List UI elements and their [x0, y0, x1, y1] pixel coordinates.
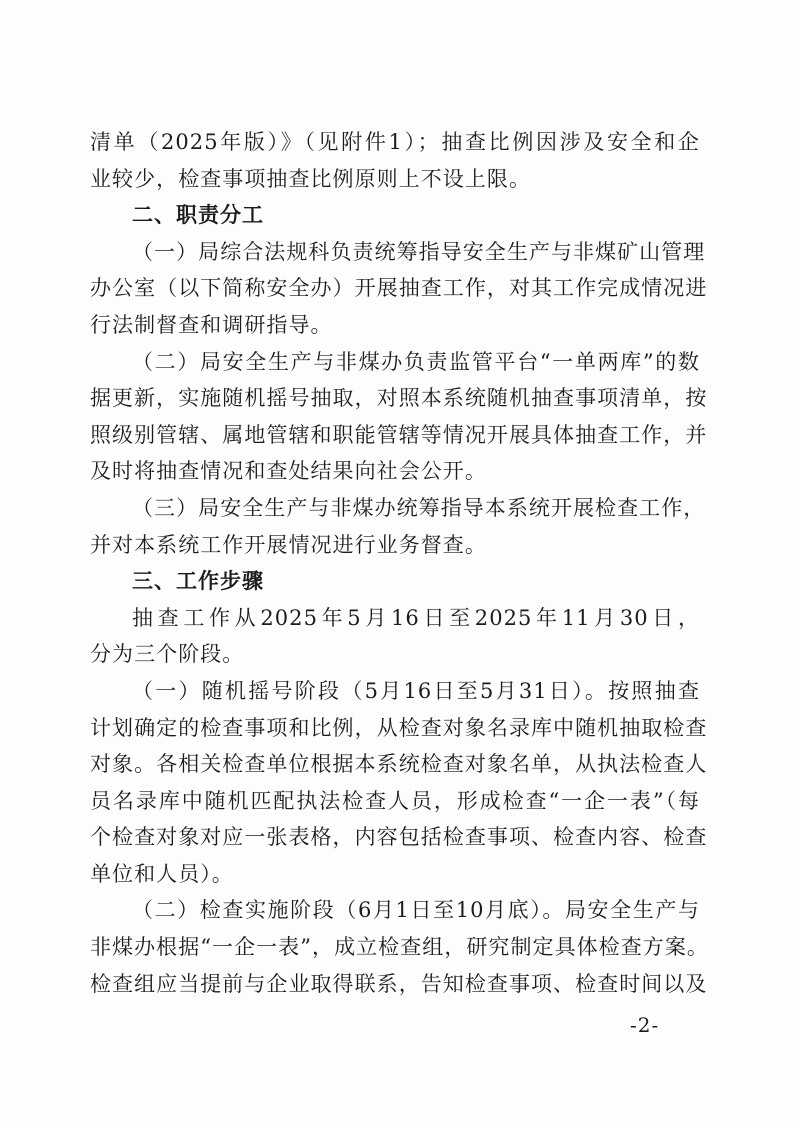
- text-line: （一）局综合法规科负责统筹指导安全生产与非煤矿山管理: [132, 239, 706, 264]
- body-text: [90, 124, 709, 1002]
- text-line: 清单（2025年版）》（见附件1）；抽查比例因涉及安全和企: [90, 130, 700, 154]
- text-line: 并对本系统工作开展情况进行业务督查。: [90, 532, 487, 557]
- text-line: 照级别管辖、属地管辖和职能管辖等情况开展具体抽查工作，并: [90, 422, 708, 447]
- text-line: （一）随机摇号阶段（5月16日至5月31日）。按照抽查: [132, 678, 700, 703]
- text-line: 单位和人员）。: [90, 861, 234, 886]
- text-line: 非煤办根据“一企一表”，成立检查组，研究制定具体检查方案。: [90, 935, 709, 960]
- text-line: 行法制督查和调研指导。: [90, 312, 333, 337]
- text-line: 检查组应当提前与企业取得联系，告知检查事项、检查时间以及: [90, 971, 708, 996]
- text-line: 及时将抽查情况和查处结果向社会公开。: [90, 459, 487, 484]
- text-line: 员名录库中随机匹配执法检查人员，形成检查“一企一表”（每: [90, 788, 700, 813]
- text-line: （三）局安全生产与非煤办统筹指导本系统开展检查工作，: [132, 495, 706, 520]
- text-line: （二）局安全生产与非煤办负责监管平台“一单两库”的数: [132, 349, 700, 374]
- section-heading-duties: 二、职责分工: [132, 203, 264, 228]
- text-line: （二）检查实施阶段（6月1日至10月底）。局安全生产与: [132, 898, 700, 923]
- text-line: 抽查工作从2025年5月16日至2025年11月30日，: [132, 605, 700, 630]
- text-line: 业较少，检查事项抽查比例原则上不设上限。: [90, 166, 531, 191]
- text-line: 对象。各相关检查单位根据本系统检查对象名单，从执法检查人: [90, 752, 708, 777]
- page-number: -2-: [630, 1013, 660, 1037]
- section-heading-steps: 三、工作步骤: [132, 569, 264, 594]
- text-line: 据更新，实施随机摇号抽取，对照本系统随机抽查事项清单，按: [90, 386, 708, 411]
- text-line: 办公室（以下简称安全办）开展抽查工作，对其工作完成情况进: [90, 276, 708, 301]
- text-line: 个检查对象对应一张表格，内容包括检查事项、检查内容、检查: [90, 825, 708, 850]
- text-line: 计划确定的检查事项和比例，从检查对象名录库中随机抽取检查: [90, 715, 708, 740]
- text-line: 分为三个阶段。: [90, 642, 245, 667]
